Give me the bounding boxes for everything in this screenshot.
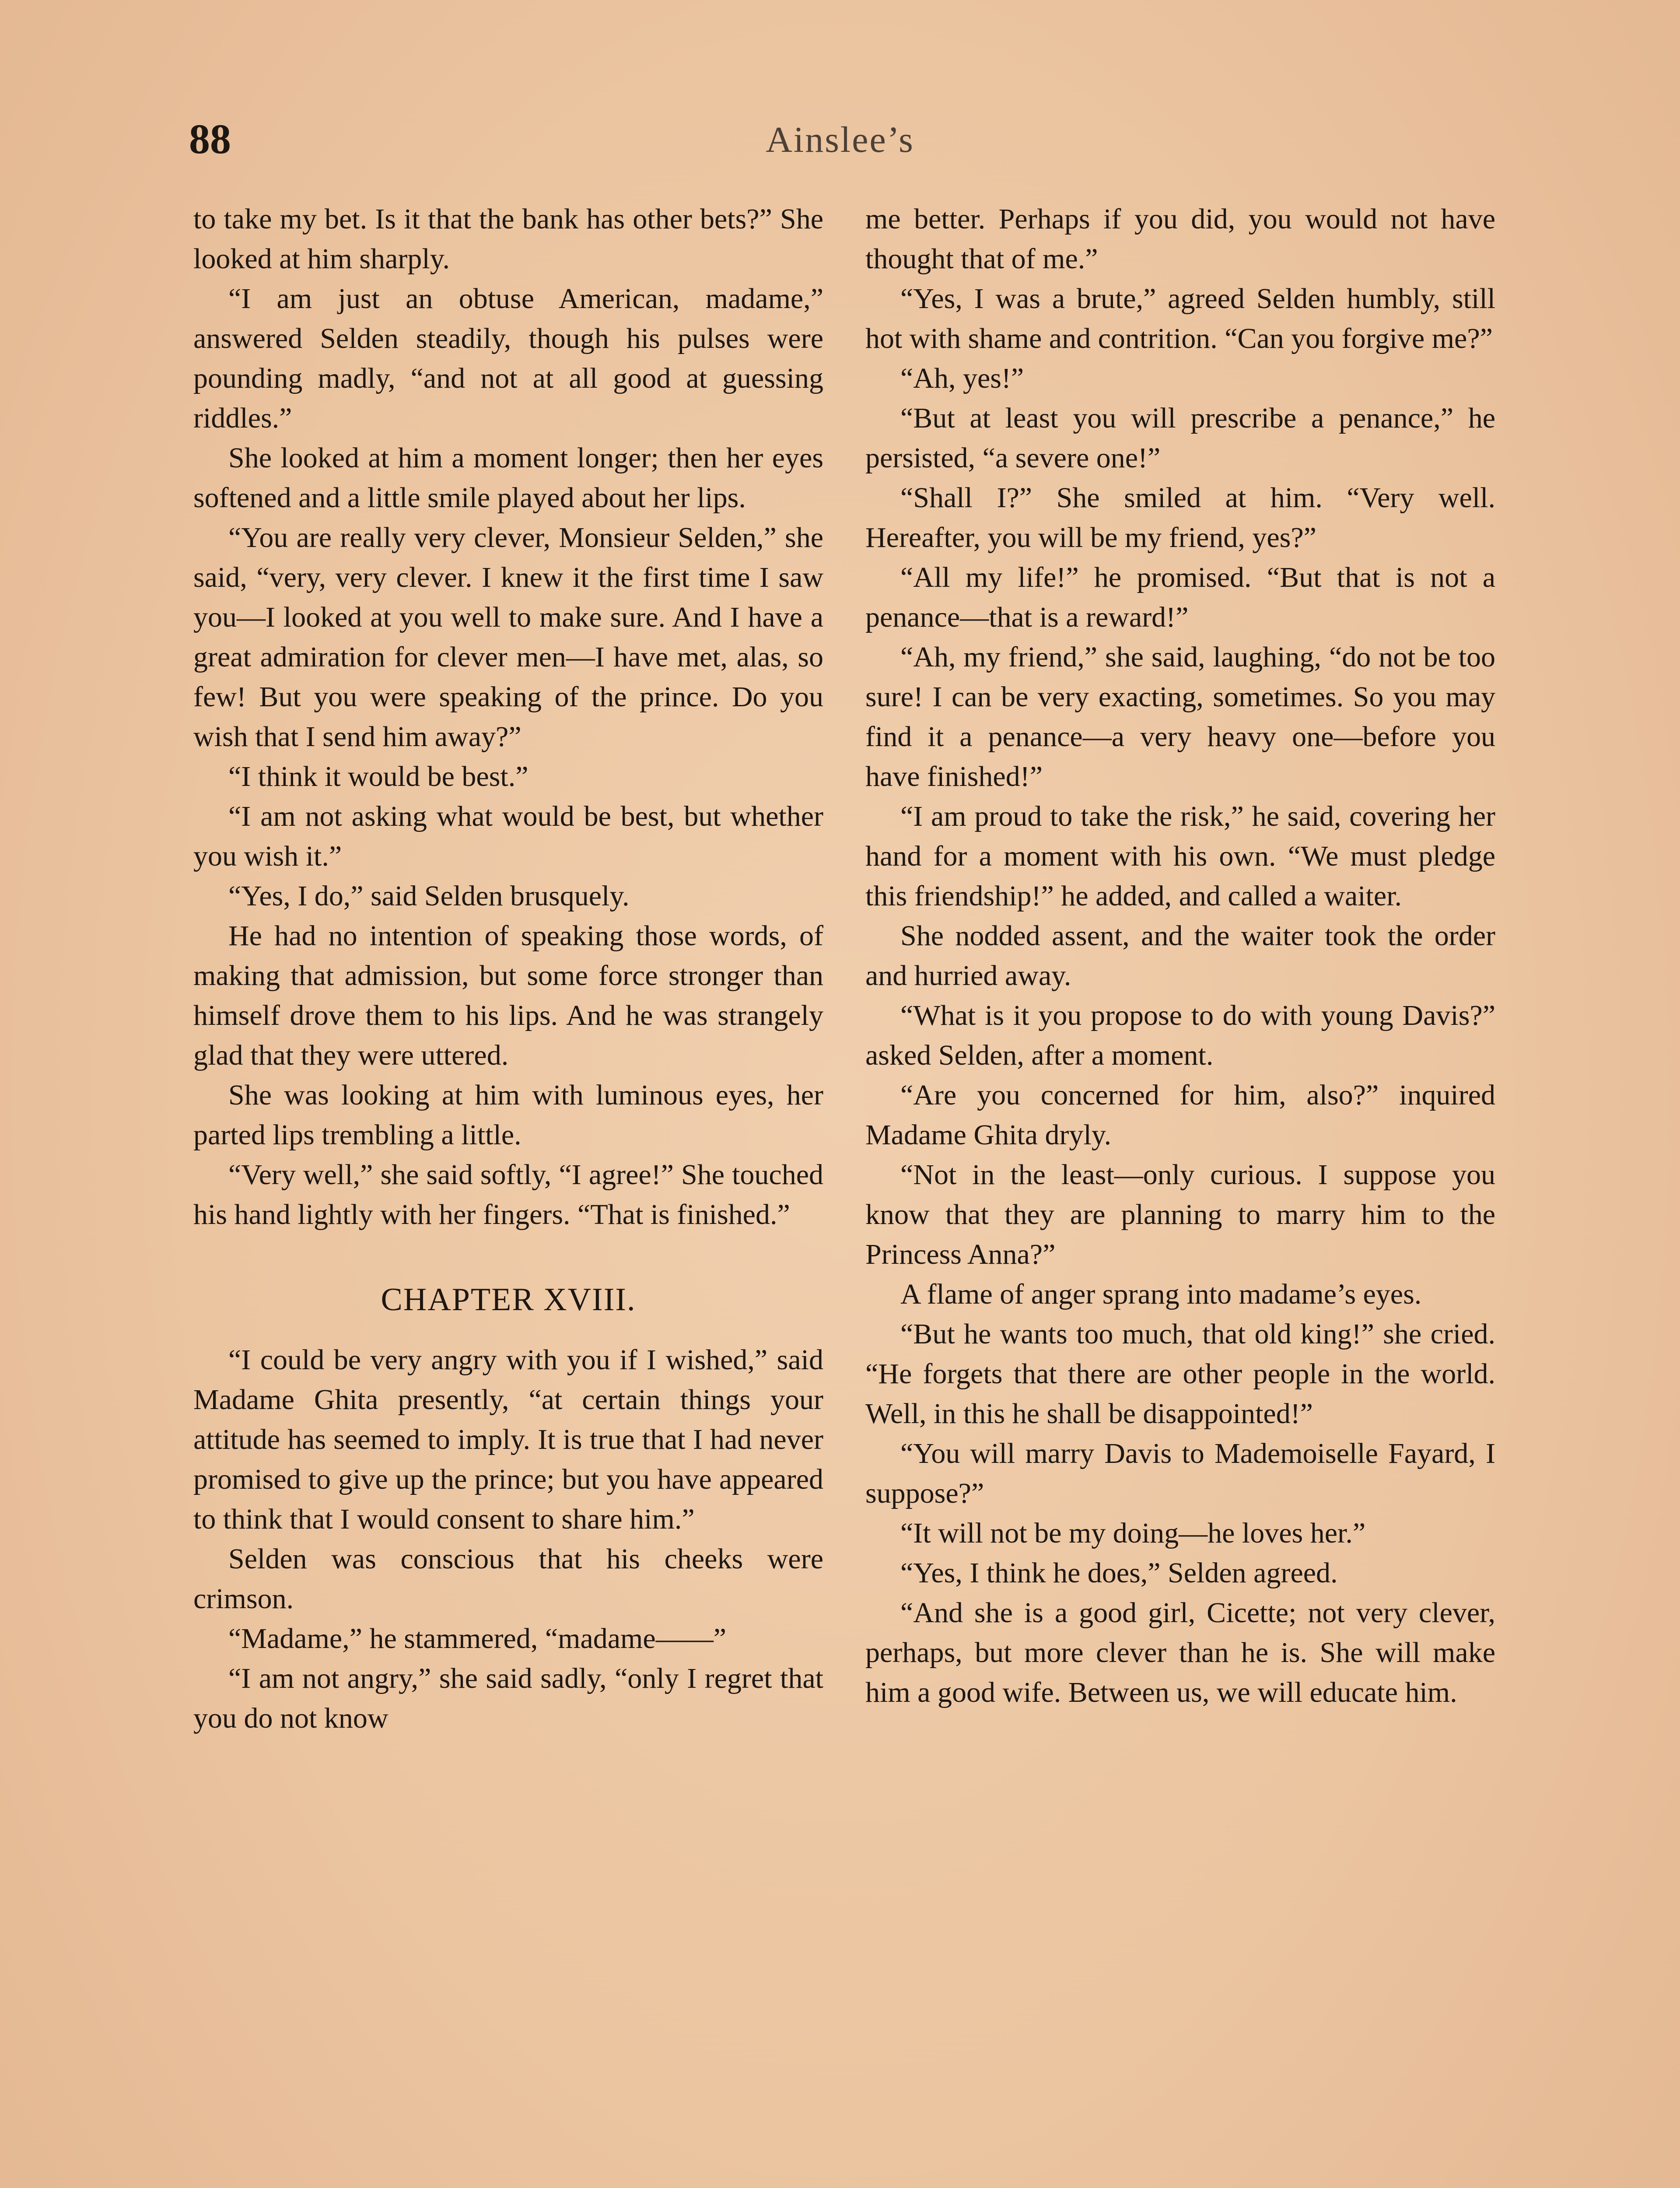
paragraph: “It will not be my doing—he loves her.” bbox=[900, 1517, 1366, 1549]
paragraph: He had no intention of speaking those words, of making that admission, but some force stronger than himself drove them to his lips. And he was strangely glad that they were uttered. bbox=[193, 920, 823, 1071]
paragraph: “All my life!” he promised. “But that is not a penance—that is a reward!” bbox=[865, 561, 1495, 633]
paragraph: “Yes, I think he does,” Selden agreed. bbox=[900, 1557, 1338, 1589]
paragraph: “But at least you will prescribe a penance,” he persisted, “a severe one!” bbox=[865, 402, 1495, 474]
paragraph: “I am just an obtuse American, madame,” answered Selden steadily, though his pulses were pounding madly, “and not at all good at guessing riddles.” bbox=[193, 283, 823, 434]
chapter-heading: CHAPTER XVIII. bbox=[381, 1282, 636, 1318]
paragraph: “You will marry Davis to Mademoiselle Fayard, I suppose?” bbox=[865, 1438, 1495, 1509]
paragraph: “Shall I?” She smiled at him. “Very well. Hereafter, you will be my friend, yes?” bbox=[865, 482, 1495, 554]
paragraph: “Ah, my friend,” she said, laughing, “do not be too sure! I can be very exacting, sometimes. So you may find it a penance—a very heavy one—before you have finished!” bbox=[865, 641, 1495, 792]
paragraph: “But he wants too much, that old king!” she cried. “He forgets that there are other people in the world. Well, in this he shall be disappointed!” bbox=[865, 1318, 1495, 1430]
paragraph: “I am not angry,” she said sadly, “only I regret that you do not know bbox=[193, 1662, 823, 1734]
left-text-column bbox=[193, 199, 823, 1738]
paragraph: “I could be very angry with you if I wished,” said Madame Ghita presently, “at certain things your attitude has seemed to imply. It is true that I had never promised to give up the prince; but you have appeared to think that I would consent to share him.” bbox=[193, 1344, 823, 1535]
page-number: 88 bbox=[189, 116, 231, 162]
paragraph: A flame of anger sprang into madame’s eyes. bbox=[900, 1278, 1422, 1310]
paragraph: “Not in the least—only curious. I suppose you know that they are planning to marry him to the Princess Anna?” bbox=[865, 1159, 1495, 1270]
paragraph: “Yes, I was a brute,” agreed Selden humbly, still hot with shame and contrition. “Can you forgive me?” bbox=[865, 283, 1495, 354]
paragraph: Selden was conscious that his cheeks were crimson. bbox=[193, 1543, 823, 1615]
paragraph: “I am proud to take the risk,” he said, covering her hand for a moment with his own. “We must pledge this friendship!” he added, and called a waiter. bbox=[865, 800, 1495, 912]
paragraph: “Are you concerned for him, also?” inquired Madame Ghita dryly. bbox=[865, 1079, 1495, 1151]
paragraph: “I am not asking what would be best, but whether you wish it.” bbox=[193, 800, 823, 872]
paragraph: “And she is a good girl, Cicette; not very clever, perhaps, but more clever than he is. She will make him a good wife. Between us, we will educate him. bbox=[865, 1597, 1495, 1708]
paragraph: She nodded assent, and the waiter took the order and hurried away. bbox=[865, 920, 1495, 992]
paragraph: “I think it would be best.” bbox=[228, 761, 528, 792]
paragraph: She was looking at him with luminous eyes, her parted lips trembling a little. bbox=[193, 1079, 823, 1151]
paragraph: “Very well,” she said softly, “I agree!” She touched his hand lightly with her fingers. “That is finished.” bbox=[193, 1159, 823, 1231]
paragraph: “What is it you propose to do with young Davis?” asked Selden, after a moment. bbox=[865, 999, 1495, 1071]
paragraph: “You are really very clever, Monsieur Selden,” she said, “very, very clever. I knew it the first time I saw you—I looked at you well to make sure. And I have a great admiration for clever men—I have met, alas, so few! But you were speaking of the prince. Do you wish that I send him away?” bbox=[193, 522, 823, 753]
paragraph: “Yes, I do,” said Selden brusquely. bbox=[228, 880, 630, 912]
paragraph: to take my bet. Is it that the bank has other bets?” She looked at him sharply. bbox=[193, 203, 823, 275]
paragraph: “Ah, yes!” bbox=[900, 362, 1024, 394]
paragraph: me better. Perhaps if you did, you would not have thought that of me.” bbox=[865, 203, 1495, 275]
running-head: Ainslee’s bbox=[766, 119, 914, 160]
right-text-column bbox=[865, 199, 1495, 1712]
paragraph: “Madame,” he stammered, “madame——” bbox=[228, 1623, 726, 1655]
paragraph: She looked at him a moment longer; then her eyes softened and a little smile played about her lips. bbox=[193, 442, 823, 514]
